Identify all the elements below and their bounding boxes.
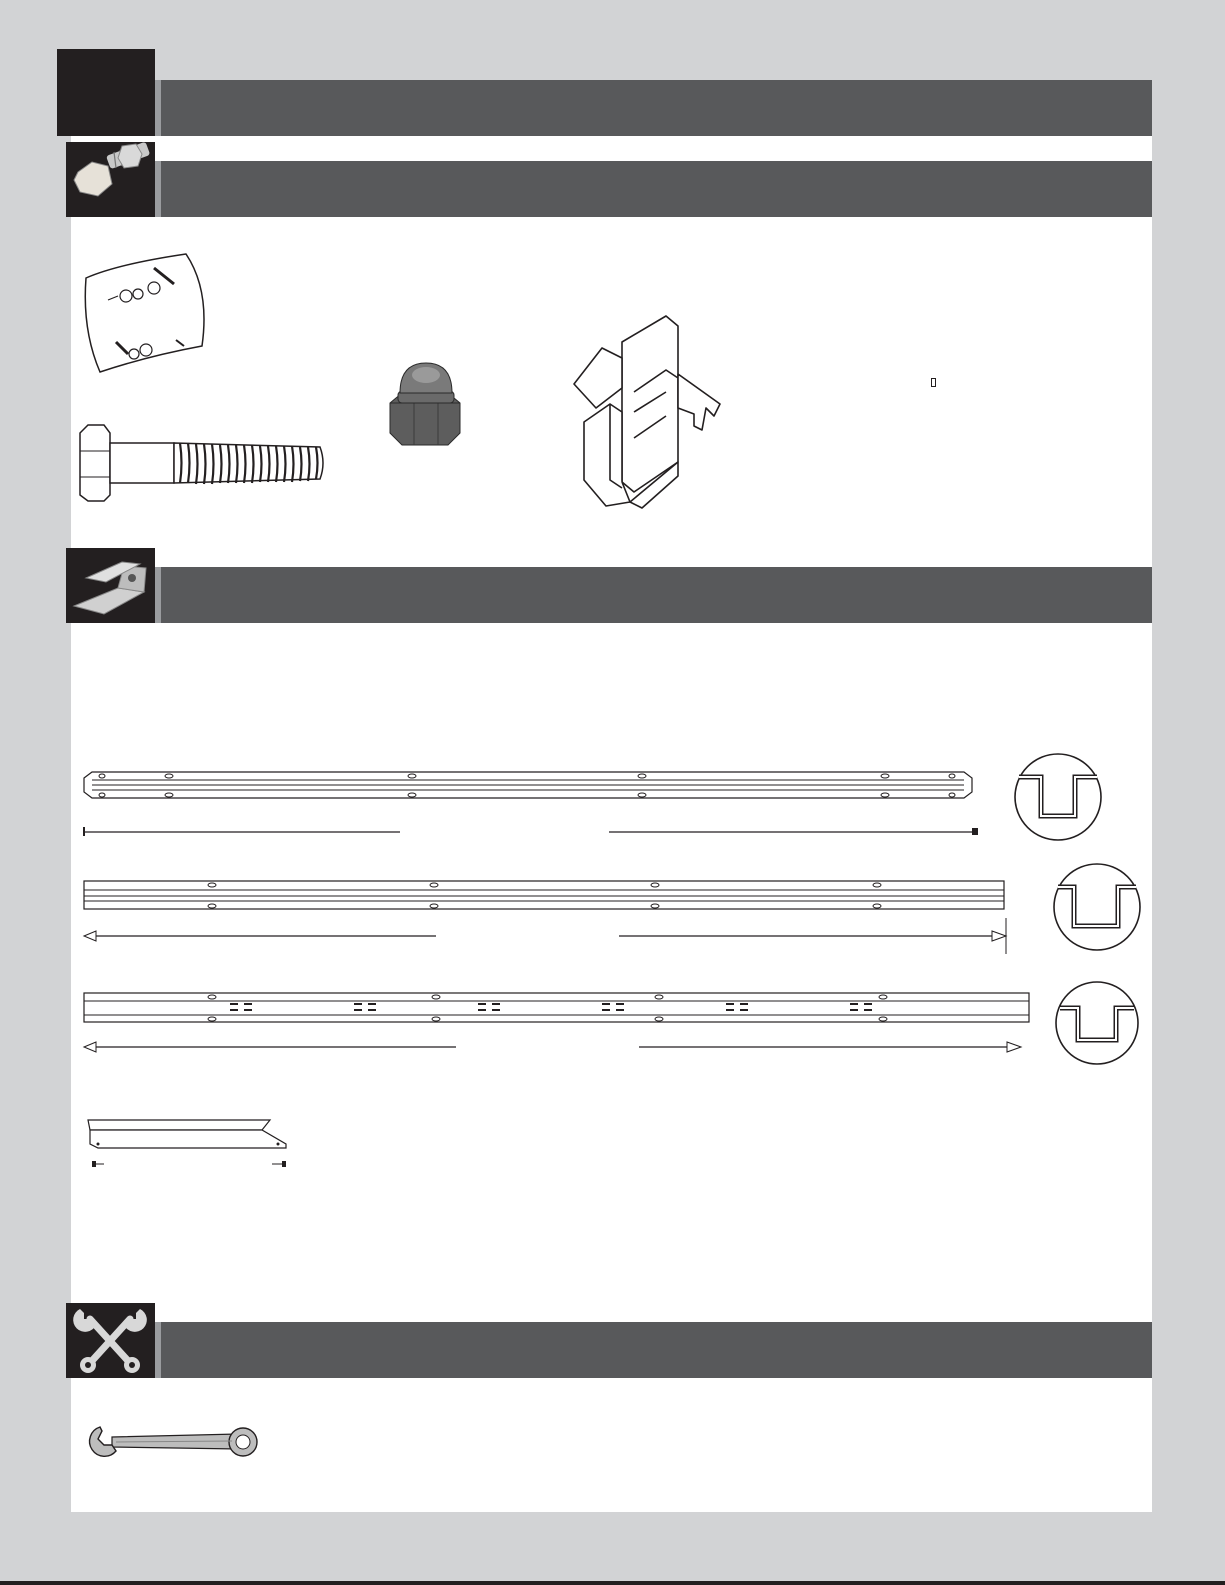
parts-header-bar xyxy=(161,567,1152,623)
u-channel-profile-icon xyxy=(1013,752,1103,842)
step-header-bar xyxy=(161,80,1152,136)
crossed-wrenches-icon xyxy=(66,1303,155,1378)
parts-section-icon xyxy=(66,548,155,623)
u-channel-profile-icon xyxy=(1054,980,1140,1066)
hardware-section-icon xyxy=(66,142,155,217)
hex-bolt-icon xyxy=(80,425,326,505)
wrench-icon xyxy=(82,1425,260,1459)
bolt-and-nut-icon xyxy=(66,142,155,217)
hardware-header-bar xyxy=(161,161,1152,217)
page-bottom-rule xyxy=(0,1581,1225,1585)
channel-rail-2 xyxy=(84,878,1019,958)
angle-strip-icon xyxy=(84,1114,294,1170)
hardware-bag-icon xyxy=(78,250,208,374)
u-channel-profile-icon xyxy=(1052,862,1142,952)
plastic-clip-icon xyxy=(570,312,730,512)
tiny-part-marker xyxy=(931,378,936,387)
tools-section-icon xyxy=(66,1303,155,1378)
cap-nut-icon xyxy=(386,363,466,447)
metal-bracket-icon xyxy=(66,548,155,623)
channel-rail-1 xyxy=(84,768,984,838)
tools-header-bar xyxy=(161,1322,1152,1378)
channel-rail-3 xyxy=(84,990,1029,1065)
step-number-box xyxy=(57,49,155,136)
